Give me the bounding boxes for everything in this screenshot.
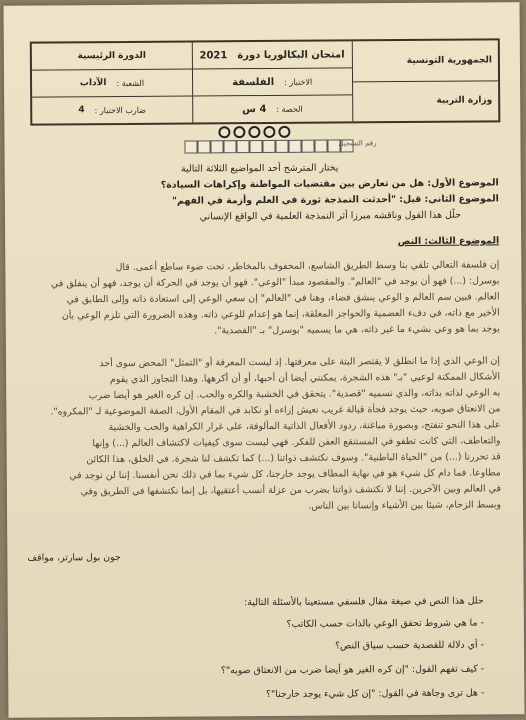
text-line: في العالم وبين الآخرين. إننا لا نكتشف ذواتنا بضرب من عزلة أنسب أعتقيها، بل إنما نكتشفها في الطريق وفي [80, 483, 501, 498]
question-item: - هل ترى وجاهة في القول: "إن كل شيء يوجد خارجنا"؟ [265, 687, 485, 700]
instructions-intro: يختار المترشح أحد المواضيع الثلاثة التالية [180, 162, 339, 175]
text-line: من الانعتاق صوبه، حيث يوجد فجأة قبالة غريب نعيش إزاءه أو نكابد في المقام الأول، الصفة الموضوعية لـ "المكروه". [50, 403, 501, 418]
exam-title-cell [193, 41, 352, 69]
text-line: قد تحررنا (...) من "الحياة الباطنية". وسوف نكتشف ذواتنا (...) كما تكشف لنا شجرة. في الخلق، هذا الكائن [86, 451, 501, 466]
text-line: إن الوعي الذي إذا ما انطلق لا يقتصر البتة على معرفتها. إذ ليست المعرفة أو "التمثل" المحض سوى أحد [99, 355, 501, 370]
subject-label: الاختبار : [284, 77, 313, 87]
ministry-name: وزارة التربية [436, 95, 493, 107]
text-line: إن فلسفة التعالي تلقي بنا وسط الطريق الشاسع، المحفوف بالمخاطر، تحت ضوء ساطع أعمى. قال [115, 259, 500, 274]
subject-value: الفلسفة [232, 76, 275, 88]
coef-value: 4 [78, 105, 85, 116]
section-cell [32, 69, 192, 97]
exam-year: 2021 [199, 49, 228, 61]
country-name: الجمهورية التونسية [352, 40, 498, 82]
text-author: جون بول سارتر، مواقف [27, 552, 121, 564]
exam-header-table [30, 38, 501, 125]
number-box [275, 140, 288, 153]
number-box [249, 140, 262, 153]
text-line: مطاوعا. فما دام كل شيء هو في نهاية المطاف يوجد خارجنا، كل شيء بما في ذلك نحن أنفسنا. إننا لن نوجد في [69, 467, 501, 482]
question-intro: حلل هذا النص في صيغة مقال فلسفي مستعينا بالأسئلة التالية: [244, 595, 484, 609]
marker-dot [233, 126, 245, 138]
duration-value: 4 س [242, 103, 267, 115]
header-ministry-column [351, 40, 498, 121]
exam-title: امتحان البكالوريا دورة [237, 48, 345, 61]
duration-cell [193, 95, 352, 122]
subject-cell [193, 68, 352, 96]
number-box [301, 140, 314, 153]
text-line: العالم. فبين سم العالم و الوعي ينشق فضاء، وهنا في "العالم" إن سعي الوعي إلى استعادة ذاته وإلى الطابق في [66, 291, 500, 306]
topic-two: الموضوع الثاني: قيل: "أحدثت النمذجة ثورة في العلم وأزمة في الفهم" [172, 193, 499, 207]
text-line: بوسرل: (...) فهو أن يوجد في "العالم". والمقصود مبدأ "الوعي". فهو أن يوجد في الحركة أن يوجد، فهو أن ينفلق في [50, 275, 500, 290]
number-box [223, 140, 236, 153]
exam-paper [4, 2, 525, 718]
marker-dot [263, 126, 275, 138]
question-item: - أي دلالة للقصدية حسب سياق النص؟ [335, 639, 485, 652]
candidate-number-boxes [184, 139, 353, 153]
number-box [236, 140, 249, 153]
marker-dot [218, 126, 230, 138]
number-box [262, 140, 275, 153]
number-box [210, 140, 223, 153]
number-box [197, 140, 210, 153]
text-line: الأخير مع ذاته، في دفء العضمية والحواجز المغلقة، إنما هو إعدام للوعي ذاته. وهذه الضرورة التي تلزم الوعي بأن [61, 307, 500, 322]
question-item: - كيف تفهم القول: "إن كره الغير هو أيضا ضرب من الانعتاق صوبه"؟ [220, 663, 485, 677]
topic-three-heading: الموضوع الثالث: النص [397, 235, 500, 248]
number-box [184, 140, 197, 153]
section-value: الآداب [79, 78, 107, 89]
question-item: - ما هي شروط تحقق الوعي بالذات حسب الكاتب؟ [286, 617, 484, 630]
candidate-number-label: رقم التسجيل [338, 139, 377, 148]
header-exam-column [192, 41, 352, 122]
text-line: الأشكال الممكنة لوعيي "بـ" هذه الشجرة، يمكنني أيضا أن أحبها، أو أن أكرهها. وهذا التجاوز الذي يقوم [110, 371, 501, 386]
text-line: يوجد بما هو وعي بشيء ما غير ذاته، هي ما يسميه "بوسرل" بـ "القصدية". [214, 323, 500, 337]
marker-dot [248, 126, 260, 138]
page-marker-dots [218, 126, 290, 139]
header-session-column [32, 42, 192, 123]
text-line: على هذا النحو تنفتح، وبصورة مباغتة، ردود الأفعال الذاتية المألوفة، على غرار الكراهية والحب والخشية [108, 419, 501, 434]
section-label: الشعبة : [116, 78, 145, 88]
text-line: والتعاطف، التي كانت تطفو في المستنقع العفن للفكر. فهي ليست سوى كيفيات لاكتشاف العالم (...) وإنها [92, 435, 501, 450]
marker-dot [278, 126, 290, 138]
number-box [314, 140, 327, 153]
text-line: به الوعي لذاته بذاته، والذي نسميه "قصدية". يتحقق في الخشية والكره والحب. إن كره الغير هو أيضا ضرب [88, 387, 501, 402]
session-name: الدورة الرئيسية [32, 42, 192, 70]
topic-one: الموضوع الأول: هل من تعارض بين مقتضيات المواطنة وإكراهات السيادة؟ [160, 177, 499, 191]
coef-label: ضارب الاختبار : [94, 105, 146, 115]
duration-label: الحصة : [276, 104, 303, 114]
coef-cell [32, 96, 192, 123]
number-box [288, 140, 301, 153]
text-line: وبسط الزحام، شيئا بين الأشياء وإنسانا بين الناس. [308, 499, 502, 512]
topic-two-instruction: حلّل هذا القول وناقشه مبرزا أثر النمذجة العلمية في الواقع الإنساني [199, 209, 462, 223]
